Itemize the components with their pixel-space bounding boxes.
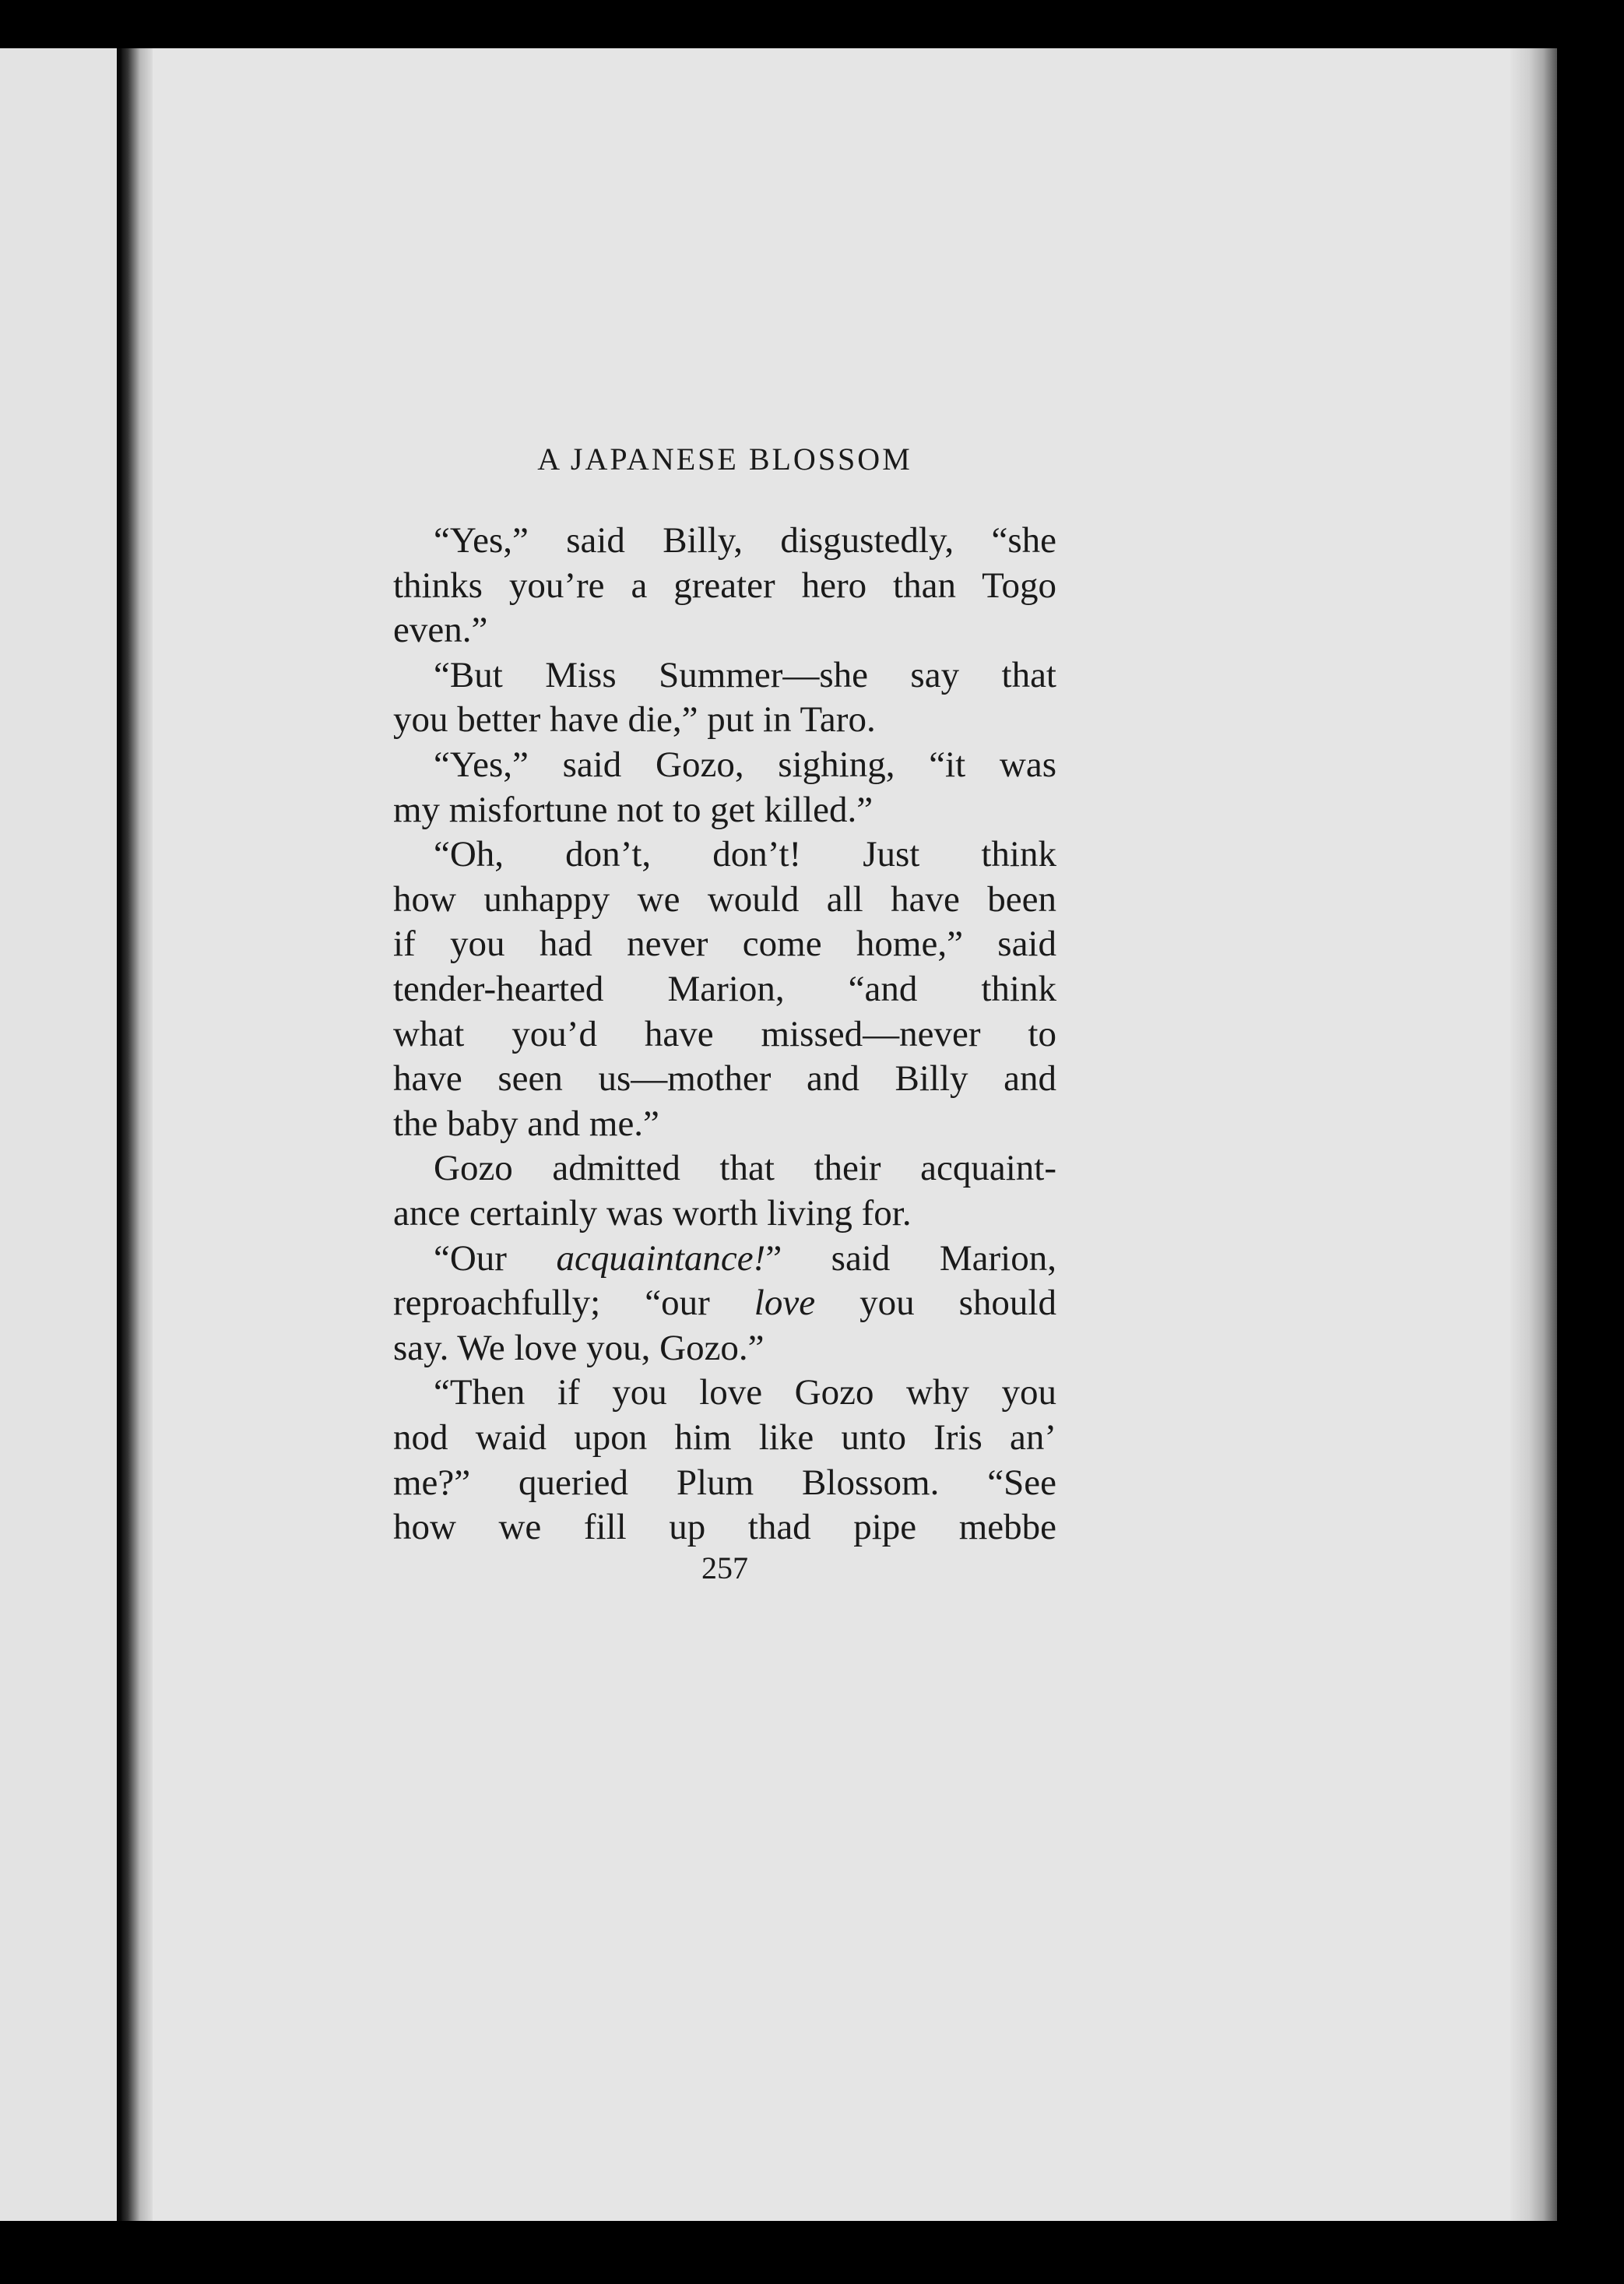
- text-line: you better have die,” put in Taro.: [393, 699, 876, 741]
- page-edge-right: [1510, 48, 1557, 2221]
- scan-border-bottom: [0, 2221, 1624, 2284]
- text-line: thinks you’re a greater hero than Togo: [393, 565, 1056, 606]
- page-number: 257: [701, 1550, 748, 1585]
- text-line: nod waid upon him like unto Iris an’: [393, 1417, 1056, 1458]
- text-line: my misfortune not to get killed.”: [393, 789, 874, 830]
- text-line: even.”: [393, 610, 488, 651]
- facing-page-edge: [0, 48, 117, 2221]
- text-line: me?” queried Plum Blossom. “See: [393, 1462, 1056, 1503]
- italic-text: acquaintance!: [556, 1237, 766, 1279]
- text-line: the baby and me.”: [393, 1103, 659, 1144]
- text-line: what you’d have missed—never to: [393, 1013, 1056, 1054]
- text-line: say. We love you, Gozo.”: [393, 1327, 765, 1368]
- italic-text: love: [754, 1283, 816, 1324]
- text-line: have seen us—mother and Billy and: [393, 1058, 1056, 1100]
- text-span: ” said Marion,: [765, 1237, 1056, 1279]
- scan-border-top: [0, 0, 1624, 48]
- text-line: “Then if you love Gozo why you: [434, 1372, 1056, 1413]
- text-line: ance certainly was worth living for.: [393, 1193, 912, 1234]
- text-line: [393, 1280, 1056, 1325]
- text-line: “Yes,” said Billy, disgustedly, “she: [434, 520, 1056, 561]
- running-head: A JAPANESE BLOSSOM: [537, 442, 912, 477]
- text-line: how we fill up thad pipe mebbe: [393, 1507, 1056, 1548]
- text-span: reproachfully; “our: [393, 1283, 754, 1324]
- text-line: “Oh, don’t, don’t! Just think: [434, 834, 1056, 875]
- text-span: “Our: [434, 1237, 557, 1279]
- text-line: [393, 1236, 1056, 1281]
- gutter-shadow: [121, 48, 153, 2221]
- text-line: tender-hearted Marion, “and think: [393, 969, 1056, 1009]
- text-line: “But Miss Summer—she say that: [434, 654, 1056, 695]
- text-line: “Yes,” said Gozo, sighing, “it was: [434, 744, 1056, 785]
- text-line: Gozo admitted that their acquaint-: [434, 1148, 1056, 1189]
- text-span: you should: [815, 1283, 1056, 1324]
- text-line: if you had never come home,” said: [393, 924, 1056, 965]
- text-line: how unhappy we would all have been: [393, 878, 1056, 920]
